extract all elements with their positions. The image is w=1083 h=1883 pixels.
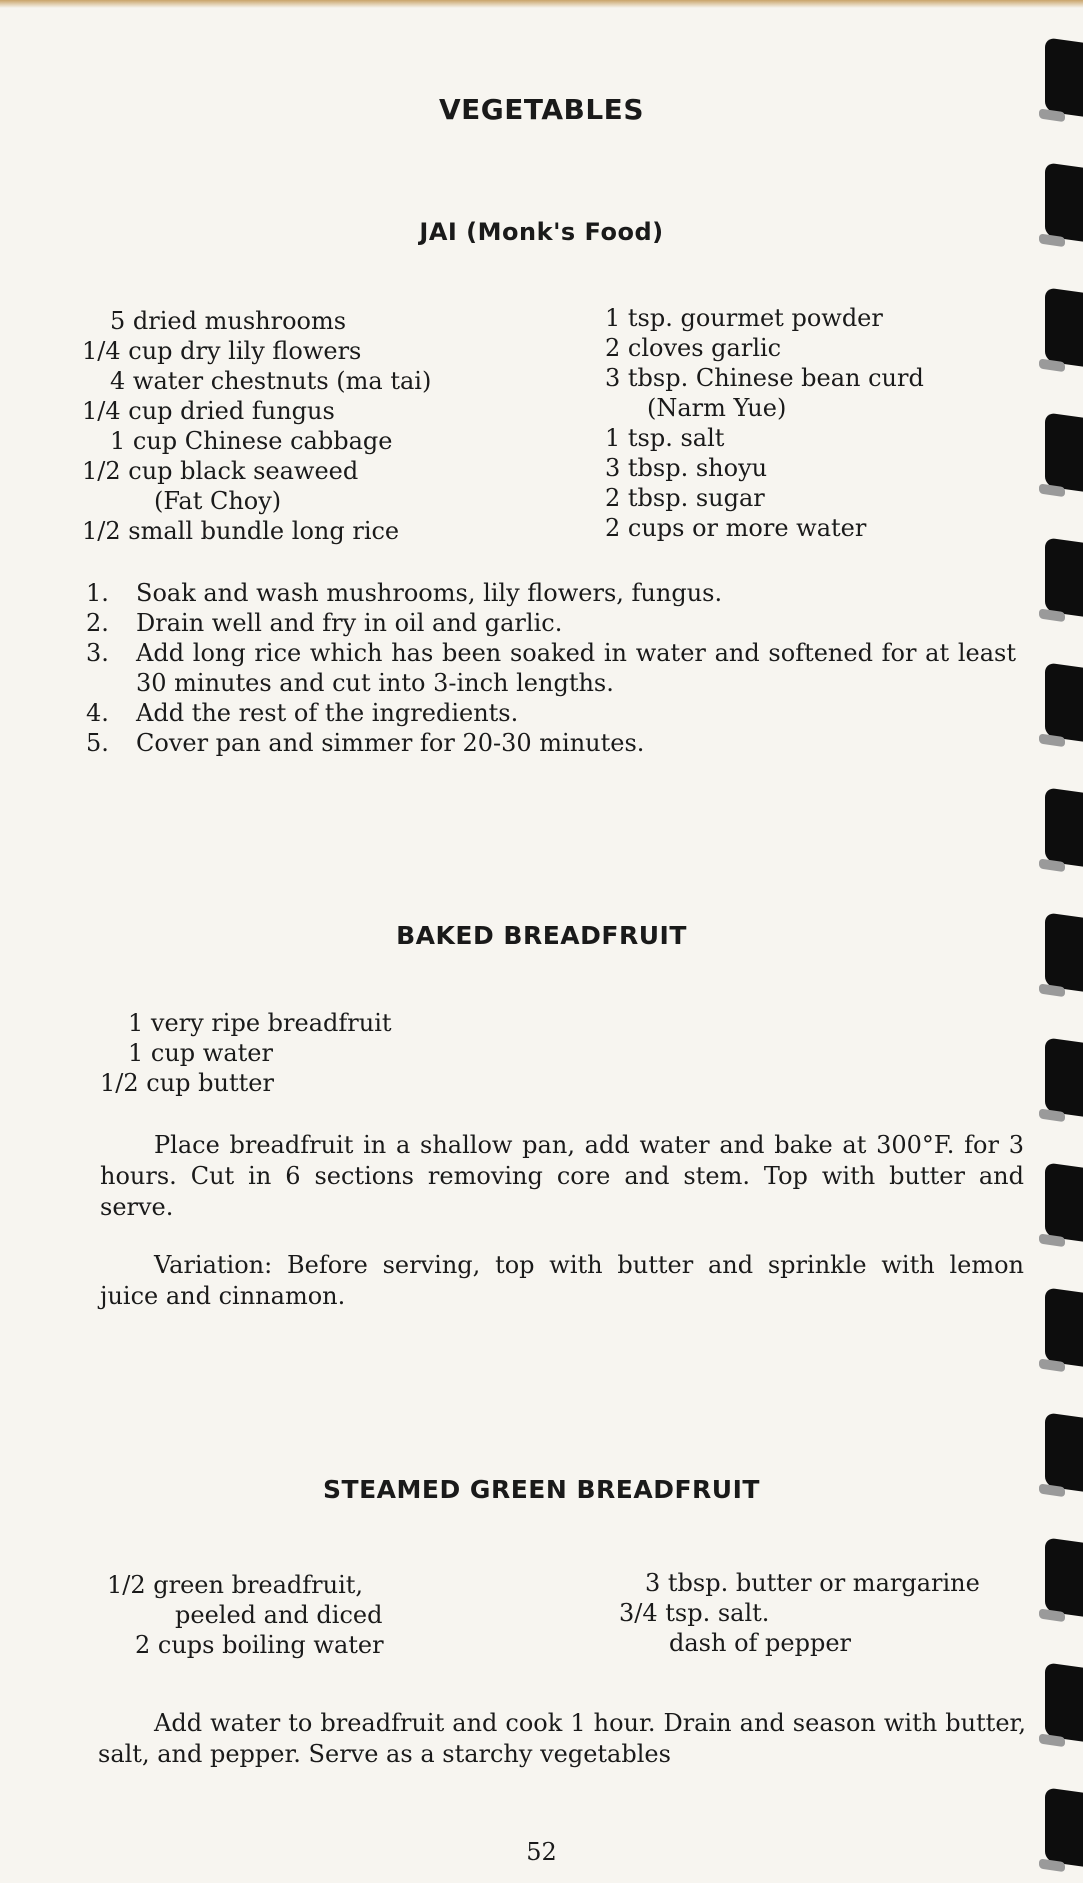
recipe-title-steamed-green-breadfruit: STEAMED GREEN BREADFRUIT xyxy=(323,1475,760,1504)
binding-ring xyxy=(1045,287,1083,366)
ingredient-item: 1 cup water xyxy=(128,1039,273,1067)
step-text: Cover pan and simmer for 20-30 minutes. xyxy=(136,729,645,757)
binding-ring xyxy=(1045,1662,1083,1741)
ingredient-item: 3 tbsp. butter or margarine xyxy=(645,1569,980,1597)
binding-ring xyxy=(1045,412,1083,491)
jai-ingredients-left xyxy=(82,306,431,546)
recipe-title-baked-breadfruit: BAKED BREADFRUIT xyxy=(396,921,687,950)
baked-breadfruit-variation: Variation: Before serving, top with butter and sprinkle with lemon juice and cinnamon. xyxy=(100,1251,1024,1310)
step-text: Drain well and fry in oil and garlic. xyxy=(136,609,563,637)
ingredient-item: 1 very ripe breadfruit xyxy=(128,1009,392,1037)
ingredient-item: 1/2 small bundle long rice xyxy=(82,517,400,545)
step-text: Add the rest of the ingredients. xyxy=(136,699,519,727)
page-top-edge xyxy=(0,0,1083,8)
jai-steps xyxy=(86,578,1016,758)
ingredient-item: 1 tsp. salt xyxy=(605,424,725,452)
ingredient-item: 5 dried mushrooms xyxy=(110,307,347,335)
binding-ring xyxy=(1045,1162,1083,1241)
step-item xyxy=(86,608,1016,638)
step-number: 5. xyxy=(86,729,109,757)
binding-ring xyxy=(1045,1537,1083,1616)
recipe-title-jai: JAI (Monk's Food) xyxy=(419,218,664,246)
ingredient-item: 3 tbsp. Chinese bean curd xyxy=(605,364,924,392)
ingredient-item: 4 water chestnuts (ma tai) xyxy=(110,367,432,395)
page-number: 52 xyxy=(526,1838,557,1866)
ingredient-item: 2 tbsp. sugar xyxy=(605,484,765,512)
step-number: 4. xyxy=(86,699,109,727)
ingredient-item: 1/4 cup dried fungus xyxy=(82,397,335,425)
jai-ingredients-right xyxy=(605,303,924,543)
ingredient-item: 3 tbsp. shoyu xyxy=(605,454,768,482)
step-number: 3. xyxy=(86,639,109,667)
step-number: 1. xyxy=(86,579,109,607)
step-text: Add long rice which has been soaked in water and softened for at least 30 minutes and cut into 3-inch lengths. xyxy=(136,639,1016,697)
ingredient-item: 1/2 cup butter xyxy=(100,1069,274,1097)
ingredient-item: 2 cups boiling water xyxy=(135,1631,384,1659)
binding-ring xyxy=(1045,1037,1083,1116)
ingredient-item: (Narm Yue) xyxy=(647,394,787,422)
step-item xyxy=(86,638,1016,698)
ingredient-item: 1/4 cup dry lily flowers xyxy=(82,337,362,365)
baked-breadfruit-ingredients xyxy=(100,1008,392,1098)
ingredient-item: (Fat Choy) xyxy=(154,487,282,515)
ingredient-item: 1/2 green breadfruit, xyxy=(107,1571,364,1599)
ingredient-item: 1/2 cup black seaweed xyxy=(82,457,359,485)
steamed-breadfruit-ingredients-left xyxy=(107,1570,384,1660)
ingredient-item: 1 tsp. gourmet powder xyxy=(605,304,883,332)
binding-ring xyxy=(1045,537,1083,616)
step-number: 2. xyxy=(86,609,109,637)
ingredient-item: 3/4 tsp. salt. xyxy=(619,1599,770,1627)
steamed-breadfruit-directions: Add water to breadfruit and cook 1 hour. Drain and season with butter, salt, and pepper. Serve as a starchy vegetables xyxy=(98,1709,1026,1768)
binding-ring xyxy=(1045,662,1083,741)
baked-breadfruit-directions: Place breadfruit in a shallow pan, add water and bake at 300°F. for 3 hours. Cut in 6 sections removing core and stem. Top with butter and serve. xyxy=(100,1131,1024,1221)
step-text: Soak and wash mushrooms, lily flowers, fungus. xyxy=(136,579,723,607)
ingredient-item: 2 cups or more water xyxy=(605,514,867,542)
binding-ring xyxy=(1045,1287,1083,1366)
section-title: VEGETABLES xyxy=(439,93,644,126)
ingredient-item: 1 cup Chinese cabbage xyxy=(110,427,393,455)
steamed-breadfruit-ingredients-right xyxy=(619,1568,980,1658)
step-item xyxy=(86,728,1016,758)
ingredient-item: peeled and diced xyxy=(175,1601,383,1629)
ingredient-item: 2 cloves garlic xyxy=(605,334,782,362)
binding-ring xyxy=(1045,787,1083,866)
step-item xyxy=(86,698,1016,728)
step-item xyxy=(86,578,1016,608)
ingredient-item: dash of pepper xyxy=(669,1629,852,1657)
